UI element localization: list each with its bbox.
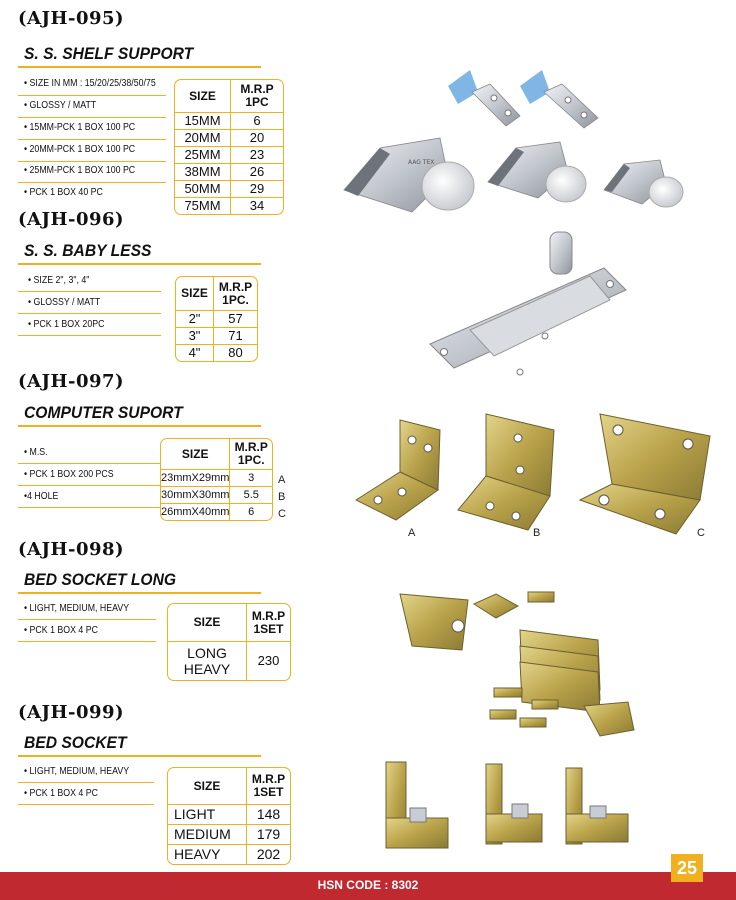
cell-size: 23mmX29mm [161,470,230,487]
shelf-support-small-3 [604,160,683,207]
table-header-size: SIZE [161,439,230,470]
bullet-item: • SIZE 2", 3", 4" [28,275,90,286]
divider [18,182,166,183]
bullet-item: • LIGHT, MEDIUM, HEAVY [24,766,130,777]
cell-size: 75MM [175,198,231,214]
divider [18,313,161,314]
table-header-mrp: M.R.P 1SET [247,604,290,642]
page-number: 25 [671,854,703,882]
cell-size: 30mmX30mm [161,487,230,504]
table-header-mrp: M.R.P 1PC. [214,277,257,311]
cell-size: HEAVY [168,845,247,864]
row-label: B [278,491,286,503]
cell-price: 6 [248,506,255,518]
cell-price: 26 [231,164,283,181]
bullet-item: • PCK 1 BOX 4 PC [24,625,99,636]
section-code: (AJH-097) [18,371,125,392]
divider [18,619,156,620]
cell-size: 50MM [175,181,231,198]
cell-price: 230 [257,653,280,668]
computer-support-c [580,414,710,534]
title-underline [18,66,261,68]
divider [18,782,154,783]
cell-price: 148 [247,805,290,825]
divider [18,161,166,162]
section-title: BED SOCKET [24,733,127,752]
cell-price: 5.5 [230,487,272,504]
bed-socket [386,762,628,848]
section-title: COMPUTER SUPORT [24,403,183,422]
computer-support-a [356,420,440,520]
shelf-support-small-1 [448,70,520,126]
cell-price: 3 [230,470,272,487]
table-header-size: SIZE [168,768,247,805]
bullet-item: • PCK 1 BOX 20PC [28,319,105,330]
table-header-size: SIZE [175,80,231,113]
bullet-item: • 25MM-PCK 1 BOX 100 PC [24,165,136,176]
divider [18,335,161,336]
cell-price: 23 [231,147,283,164]
divider [18,95,166,96]
divider [18,291,161,292]
divider [18,463,160,464]
cell-size: LONG HEAVY [168,642,247,680]
section-code: (AJH-095) [18,8,125,29]
cell-price: 20 [231,130,283,147]
product-images [320,40,730,860]
section-title: BED SOCKET LONG [24,570,177,589]
cell-size: MEDIUM [168,825,247,845]
baby-latch [430,232,626,375]
divider [18,641,156,642]
bullet-item: • PCK 1 BOX 4 PC [24,788,99,799]
hsn-code: HSN CODE : 8302 [317,878,419,892]
cell-price: 179 [247,825,290,845]
divider [18,485,160,486]
cell-size: 20MM [175,130,231,147]
cell-size: 3" [176,328,214,345]
image-label: A [408,527,416,539]
table-header-size: SIZE [168,604,247,642]
price-table [175,276,258,362]
shelf-support-medium [488,142,586,202]
cell-size: 4" [176,345,214,361]
section-code: (AJH-099) [18,702,125,723]
cell-size: 2" [176,311,214,328]
cell-size: 25MM [175,147,231,164]
divider [18,507,160,508]
footer-bar [0,872,736,900]
bullet-item: • M.S. [24,447,48,458]
divider [18,139,166,140]
section-code: (AJH-096) [18,209,125,230]
cell-size: 38MM [175,164,231,181]
price-table [174,79,284,215]
row-label: C [278,508,286,520]
bullet-item: • 15MM-PCK 1 BOX 100 PC [24,122,136,133]
cell-size: LIGHT [168,805,247,825]
divider [18,117,166,118]
table-header-mrp: M.R.P 1PC [231,80,283,113]
table-header-mrp: M.R.P 1PC. [230,439,272,470]
price-table [167,767,291,865]
table-header-size: SIZE [176,277,214,311]
image-label: B [533,527,541,539]
cell-price: 71 [214,328,257,345]
divider [18,804,154,805]
cell-price: 80 [228,345,243,360]
bullet-item: • GLOSSY / MATT [28,297,101,308]
price-table [167,603,291,681]
cell-size: 15MM [175,113,231,130]
section-title: S. S. BABY LESS [24,241,152,260]
bullet-item: • SIZE IN MM : 15/20/25/38/50/75 [24,78,156,89]
image-label: C [697,527,705,539]
row-label: A [278,474,286,486]
cell-price: 29 [231,181,283,198]
bed-socket-long [400,592,634,736]
bullet-item: • 20MM-PCK 1 BOX 100 PC [24,144,136,155]
bullet-item: • PCK 1 BOX 40 PC [24,187,103,198]
computer-support-b [458,414,554,530]
price-table [160,438,273,521]
cell-price: 6 [231,113,283,130]
shelf-support-small-2 [520,70,598,128]
cell-price: 202 [256,846,281,862]
shelf-support-large [344,138,474,212]
title-underline [18,425,261,427]
cell-price: 57 [214,311,257,328]
table-header-mrp: M.R.P 1SET [247,768,290,805]
bullet-item: • GLOSSY / MATT [24,100,97,111]
cell-size: 26mmX40mm [161,506,230,518]
section-title: S. S. SHELF SUPPORT [24,44,194,63]
bullet-item: • PCK 1 BOX 200 PCS [24,469,114,480]
bullet-item: • LIGHT, MEDIUM, HEAVY [24,603,130,614]
brand-mark: AAG TEX [408,159,435,166]
cell-price: 34 [249,198,265,213]
section-code: (AJH-098) [18,539,125,560]
bullet-item: •4 HOLE [24,491,59,502]
title-underline [18,755,261,757]
title-underline [18,592,261,594]
title-underline [18,263,261,265]
